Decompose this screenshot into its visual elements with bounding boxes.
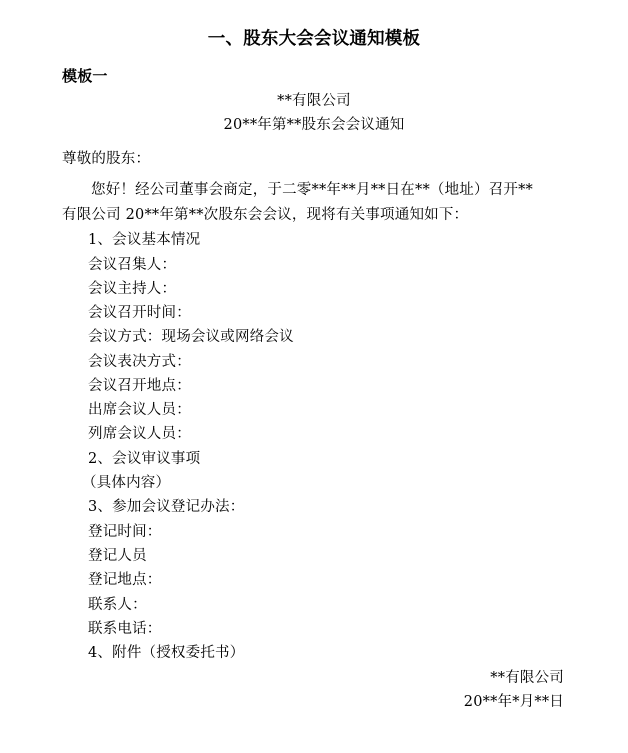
section-3-item: 登记人员: [88, 548, 147, 564]
document-title: 一、股东大会会议通知模板: [207, 29, 421, 49]
section-1-item: 出席会议人员：: [88, 402, 191, 418]
section-1-item: 会议主持人：: [88, 281, 177, 297]
company-header: **有限公司: [277, 93, 351, 109]
signature-date: 20**年*月**日: [463, 694, 564, 710]
section-3-item: 联系人：: [88, 597, 147, 613]
section-1-item: 会议表决方式：: [88, 354, 191, 370]
section-3-item: 登记时间：: [88, 524, 162, 540]
section-1-item: 会议召开时间：: [88, 305, 191, 321]
salutation: 尊敬的股东：: [62, 151, 151, 167]
intro-line-2: 有限公司 20**年第**次股东会会议，现将有关事项通知如下：: [62, 207, 469, 223]
notice-title: 20**年第**股东会会议通知: [223, 117, 405, 133]
section-4-heading: 4、附件（授权委托书）: [88, 645, 245, 661]
section-1-item: 会议方式：现场会议或网络会议: [88, 329, 294, 345]
intro-line-1: 您好！经公司董事会商定，于二零**年**月**日在**（地址）召开**: [91, 182, 533, 198]
signature-company: **有限公司: [490, 670, 564, 686]
section-3-item: 联系电话：: [88, 621, 162, 637]
section-1-item: 列席会议人员：: [88, 426, 191, 442]
template-label: 模板一: [62, 67, 108, 85]
section-3-item: 登记地点：: [88, 572, 162, 588]
section-1-item: 会议召集人：: [88, 257, 177, 273]
section-2-heading: 2、会议审议事项: [88, 451, 201, 467]
section-1-item: 会议召开地点：: [88, 378, 191, 394]
section-2-content: （具体内容）: [82, 475, 171, 491]
section-1-heading: 1、会议基本情况: [88, 232, 201, 248]
section-3-heading: 3、参加会议登记办法：: [88, 499, 245, 515]
